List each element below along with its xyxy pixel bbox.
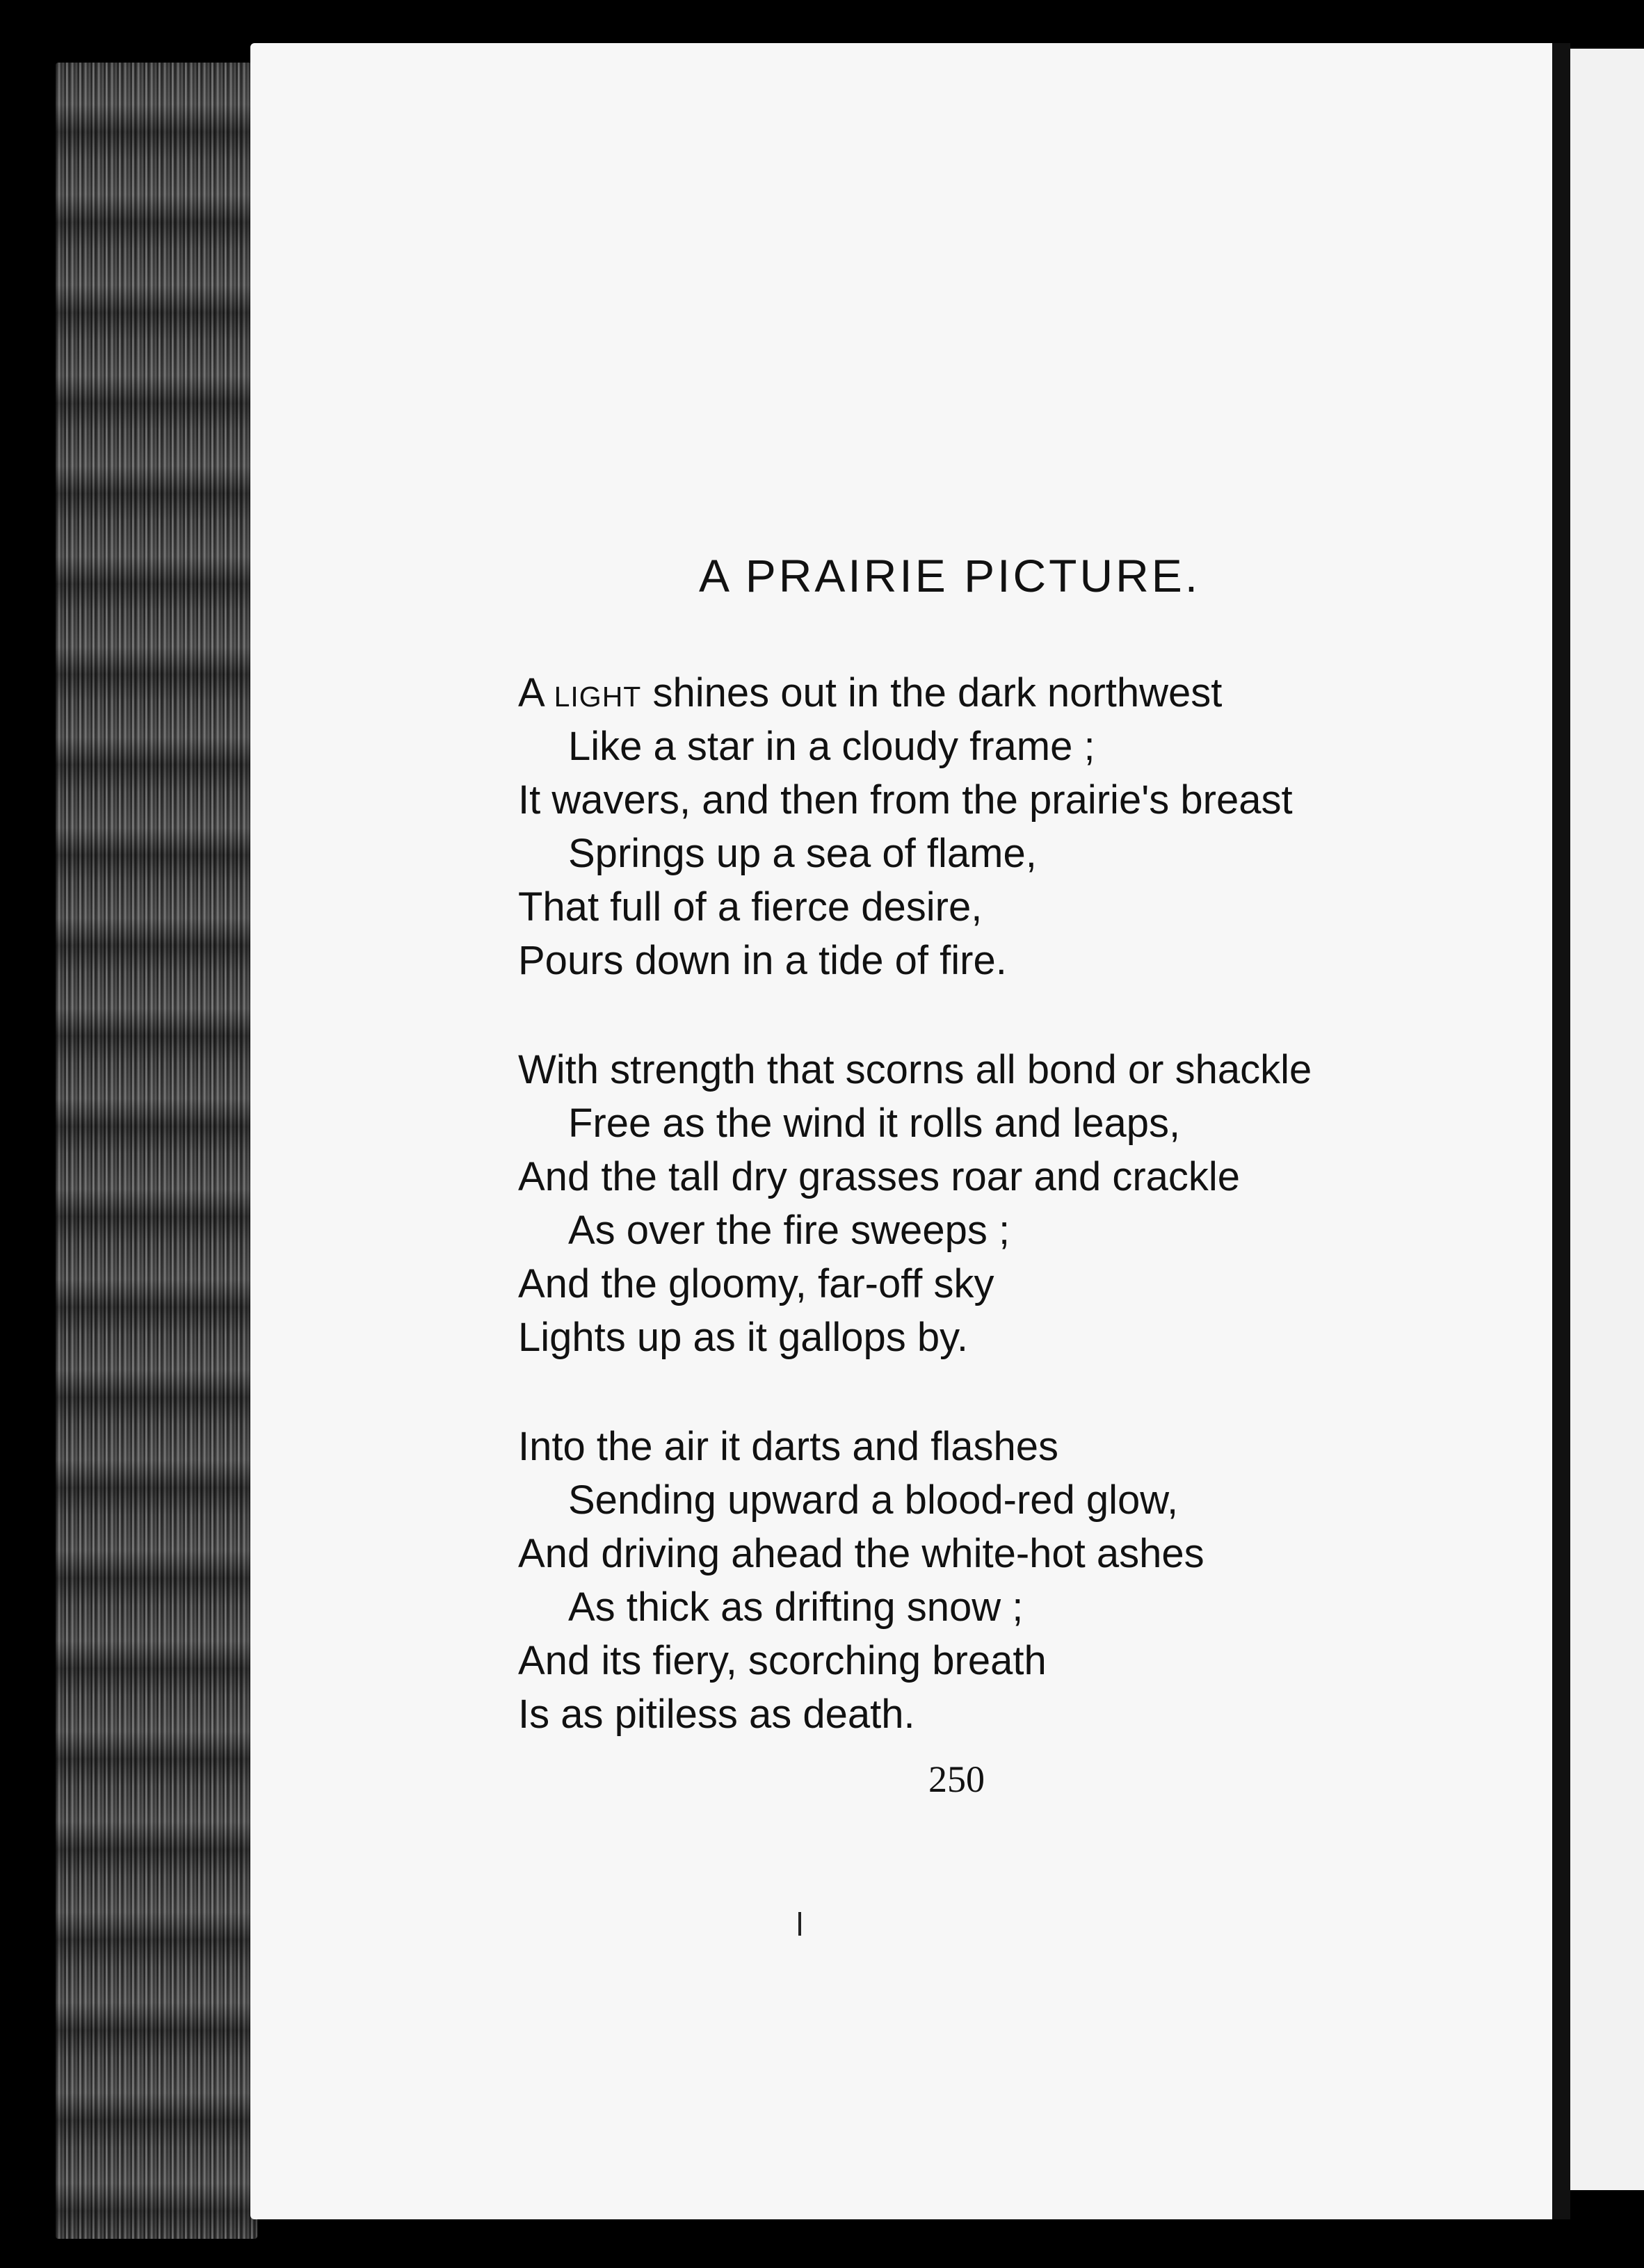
poem-line: And driving ahead the white-hot ashes xyxy=(518,1531,1204,1576)
poem-line: As over the fire sweeps ; xyxy=(568,1208,1010,1253)
book-page-edges xyxy=(56,63,257,2239)
poem-line: And the tall dry grasses roar and crackle xyxy=(518,1154,1241,1199)
poem-line: And its fiery, scorching breath xyxy=(518,1638,1047,1683)
poem-line: Like a star in a cloudy frame ; xyxy=(568,724,1095,769)
poem-line: Pours down in a tide of fire. xyxy=(518,938,1007,983)
stray-ink-mark xyxy=(798,1912,801,1936)
poem-line: Lights up as it gallops by. xyxy=(518,1315,968,1360)
poem-line: As thick as drifting snow ; xyxy=(568,1585,1024,1630)
poem-line: With strength that scorns all bond or shackle xyxy=(518,1047,1312,1092)
poem-line: Sending upward a blood-red glow, xyxy=(568,1477,1179,1523)
poem-stanza xyxy=(518,666,1293,987)
poem-line: Into the air it darts and flashes xyxy=(518,1424,1058,1469)
poem-stanza xyxy=(518,1043,1312,1364)
poem-line: And the gloomy, far-off sky xyxy=(518,1261,994,1306)
poem-line: Free as the wind it rolls and leaps, xyxy=(568,1101,1181,1146)
poem-line: Springs up a sea of flame, xyxy=(568,831,1037,876)
poem-title: A PRAIRIE PICTURE. xyxy=(699,550,1201,601)
poem-stanza xyxy=(518,1420,1204,1741)
facing-page-edge xyxy=(1570,49,1644,2190)
poem-line: A light shines out in the dark northwest xyxy=(518,670,1223,715)
page-number: 250 xyxy=(928,1758,985,1800)
gutter-shadow xyxy=(1552,43,1570,2219)
poem-line: It wavers, and then from the prairie's breast xyxy=(518,777,1293,823)
poem-line: That full of a fierce desire, xyxy=(518,884,983,930)
small-caps-word: light xyxy=(554,670,642,715)
poem-line: Is as pitiless as death. xyxy=(518,1692,915,1737)
